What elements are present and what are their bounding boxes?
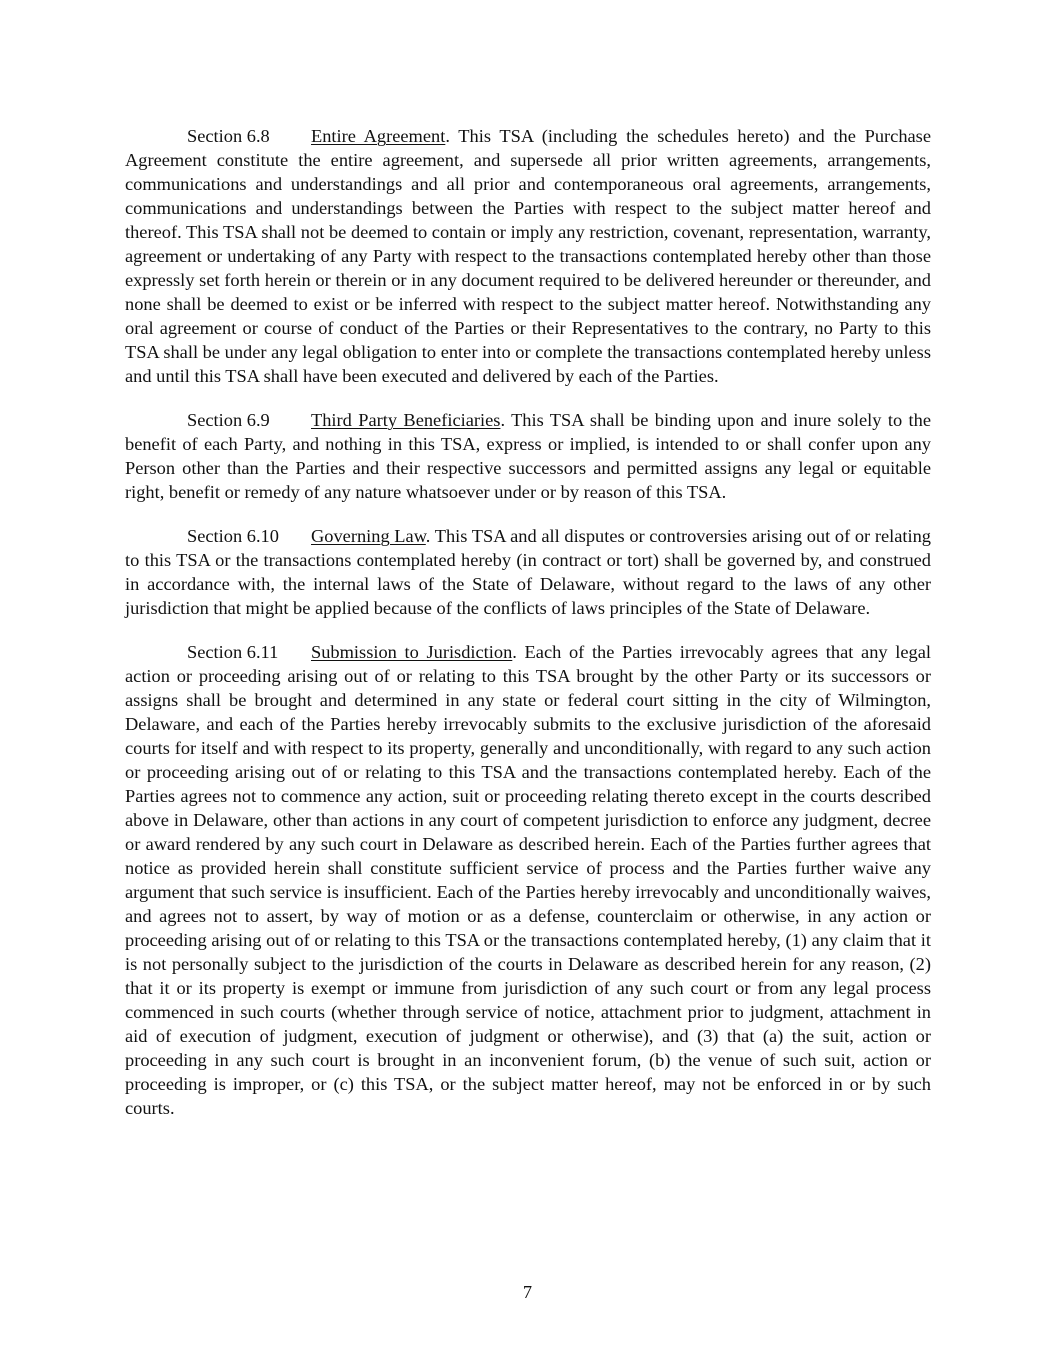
section-6-11: [125, 640, 931, 1120]
section-body: . This TSA (including the schedules hereto) and the Purchase Agreement constitute the entire agreement, and supersede all prior written agreements, arrangements, communications and understandings and all prior and contemporaneous oral agreements, arrangements, communications and understandings between the Parties with respect to the subject matter hereof and thereof. This TSA shall not be deemed to contain or imply any restriction, covenant, representation, warranty, agreement or undertaking of any Party with respect to the transactions contemplated hereby other than those expressly set forth herein or therein or in any document required to be delivered hereunder or thereunder, and none shall be deemed to exist or be inferred with respect to the subject matter hereof. Notwithstanding any oral agreement or course of conduct of the Parties or their Representatives to the contrary, no Party to this TSA shall be under any legal obligation to enter into or complete the transactions contemplated hereby unless and until this TSA shall have been executed and delivered by each of the Parties.: [125, 126, 932, 386]
section-body: . This TSA shall be binding upon and inure solely to the benefit of each Party, and nothing in this TSA, express or implied, is intended to or shall confer upon any Person other than the Parties and their respective successors and permitted assigns any legal or equitable right, benefit or remedy of any nature whatsoever under or by reason of this TSA.: [125, 410, 931, 502]
section-title: Governing Law: [311, 526, 426, 546]
section-number: Section 6.10: [187, 526, 279, 546]
section-number: Section 6.11: [187, 642, 279, 662]
section-body: . This TSA and all disputes or controversies arising out of or relating to this TSA or the transactions contemplated hereby (in contract or tort) shall be governed by, and construed in accordance with, the internal laws of the State of Delaware, without regard to the laws of any other jurisdiction that might be applied because of the conflicts of laws principles of the State of Delaware.: [125, 526, 931, 618]
section-6-9: [125, 408, 931, 504]
section-number: Section 6.9: [187, 410, 270, 430]
page-number: 7: [522, 1282, 533, 1302]
section-6-8: [125, 124, 931, 388]
section-title: Third Party Beneficiaries: [311, 410, 501, 430]
section-body: . Each of the Parties irrevocably agrees that any legal action or proceeding arising out of or relating to this TSA brought by the other Party or its successors or assigns shall be brought and determined in any state or federal court sitting in the city of Wilmington, Delaware, and each of the Parties hereby irrevocably submits to the exclusive jurisdiction of the aforesaid courts for itself and with respect to its property, generally and unconditionally, with regard to any such action or proceeding arising out of or relating to this TSA and the transactions contemplated hereby. Each of the Parties agrees not to commence any action, suit or proceeding relating thereto except in the courts described above in Delaware, other than actions in any court of competent jurisdiction to enforce any judgment, decree or award rendered by any such court in Delaware as described herein. Each of the Parties further agrees that notice as provided herein shall constitute sufficient service of process and the Parties further waive any argument that such service is insufficient. Each of the Parties hereby irrevocably and unconditionally waives, and agrees not to assert, by way of motion or as a defense, counterclaim or otherwise, in any action or proceeding arising out of or relating to this TSA or the transactions contemplated hereby, (1) any claim that it is not personally subject to the jurisdiction of the courts in Delaware as described herein for any reason, (2) that it or its property is exempt or immune from jurisdiction of any such court or from any legal process commenced in such courts (whether through service of notice, attachment prior to judgment, attachment in aid of execution of judgment, execution of judgment or otherwise), and (3) that (a) the suit, action or proceeding in any such court is brought in an inconvenient forum, (b) the venue of such suit, action or proceeding is improper, or (c) this TSA, or the subject matter hereof, may not be enforced in or by such courts.: [125, 642, 931, 1118]
section-title: Entire Agreement: [311, 126, 446, 146]
section-6-10: [125, 524, 931, 620]
section-number: Section 6.8: [187, 126, 270, 146]
section-title: Submission to Jurisdiction: [311, 642, 513, 662]
document-page: [125, 124, 931, 1140]
